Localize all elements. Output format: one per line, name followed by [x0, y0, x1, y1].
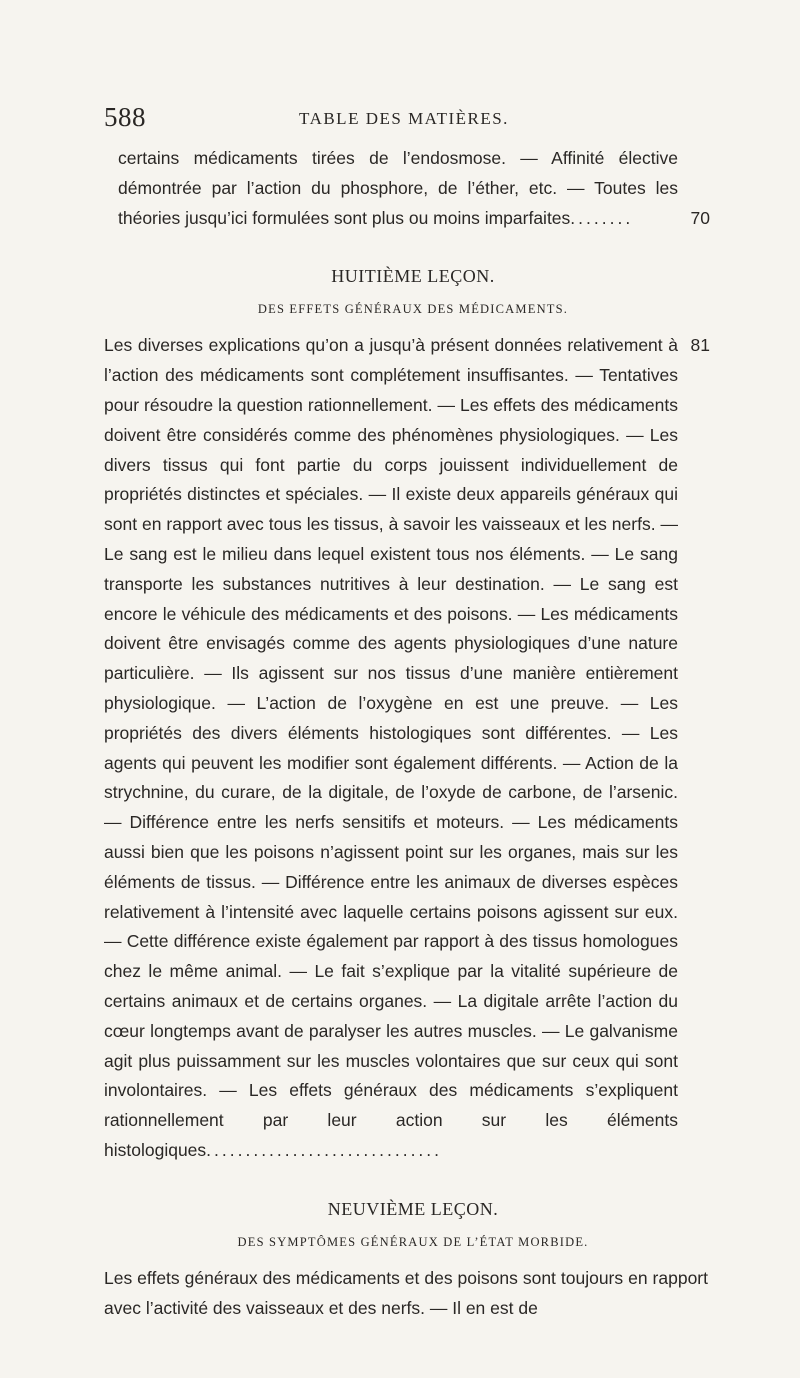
toc-entry-text: certains médicaments tirées de l’endosmose. — Affinité élective démontrée par l’action du phosphore, de l’éther, etc. — Toutes les théories jusqu’ici formulées sont plus ou moins imparfaites [118, 148, 678, 228]
toc-entry-page: 70 [690, 207, 710, 228]
page-header [104, 102, 704, 138]
toc-leader-dots: ........ [570, 207, 634, 228]
toc-body [104, 144, 710, 1323]
toc-entry-text: Les effets généraux des médicaments et des poisons sont toujours en rapport avec l’activité des vaisseaux et des nerfs. — Il en est de [104, 1267, 708, 1318]
lecon-heading: NEUVIÈME LEÇON. [327, 1198, 499, 1219]
page-number: 588 [104, 102, 146, 132]
toc-entry [104, 1264, 708, 1324]
toc-leader-dots: .............................. [206, 1139, 443, 1160]
toc-entry [104, 331, 708, 1165]
toc-entry-continued [118, 144, 708, 233]
lecon-heading: HUITIÈME LEÇON. [331, 266, 495, 287]
running-title: TABLE DES MATIÈRES. [299, 109, 509, 128]
lecon-subheading: DES EFFETS GÉNÉRAUX DES MÉDICAMENTS. [257, 302, 569, 317]
toc-entry-text: Les diverses explications qu’on a jusqu’à présent données relativement à l’action des médicaments sont complétement insuffisantes. — Tentatives pour résoudre la question rationnellement. — Les effets des médicaments doivent être considérés comme des phénomènes physiologiques. — Les divers tissus qui font partie du corps jouissent individuellement de propriétés distinctes et spéciales. — Il existe deux appareils généraux qui sont en rapport avec tous les tissus, à savoir les vaisseaux et les nerfs. — Le sang est le milieu dans lequel existent tous nos éléments. — Le sang transporte les substances nutritives à leur destination. — Le sang est encore le véhicule des médicaments et des poisons. — Les médicaments doivent être envisagés comme des agents physiologiques d’une nature particulière. — Ils agissent sur nos tissus d’une manière entièrement physiologique. — L’action de l’oxygène en est une preuve. — Les propriétés des divers éléments histologiques sont différentes. — Les agents qui peuvent les modifier sont également différents. — Action de la strychnine, du curare, de la digitale, de l’oxyde de carbone, de l’arsenic. — Différence entre les nerfs sensitifs et moteurs. — Les médicaments aussi bien que les poisons n’agissent point sur les organes, mais sur les éléments de tissus. — Différence entre les animaux de diverses espèces relativement à l’intensité avec laquelle certains poisons agissent sur eux. — Cette différence existe également par rapport à des tissus homologues chez le même animal. — Le fait s’explique par la vitalité supérieure de certains animaux et de certains organes. — La digitale arrête l’action du cœur longtemps avant de paralyser les autres muscles. — Le galvanisme agit plus puissamment sur les muscles volontaires que sur ceux qui sont involontaires. — Les effets généraux des médicaments s’expliquent rationnellement par leur action sur les éléments histologiques [104, 335, 678, 1160]
lecon-subheading: DES SYMPTÔMES GÉNÉRAUX DE L’ÉTAT MORBIDE. [237, 1234, 589, 1249]
toc-entry-page: 81 [690, 335, 710, 356]
